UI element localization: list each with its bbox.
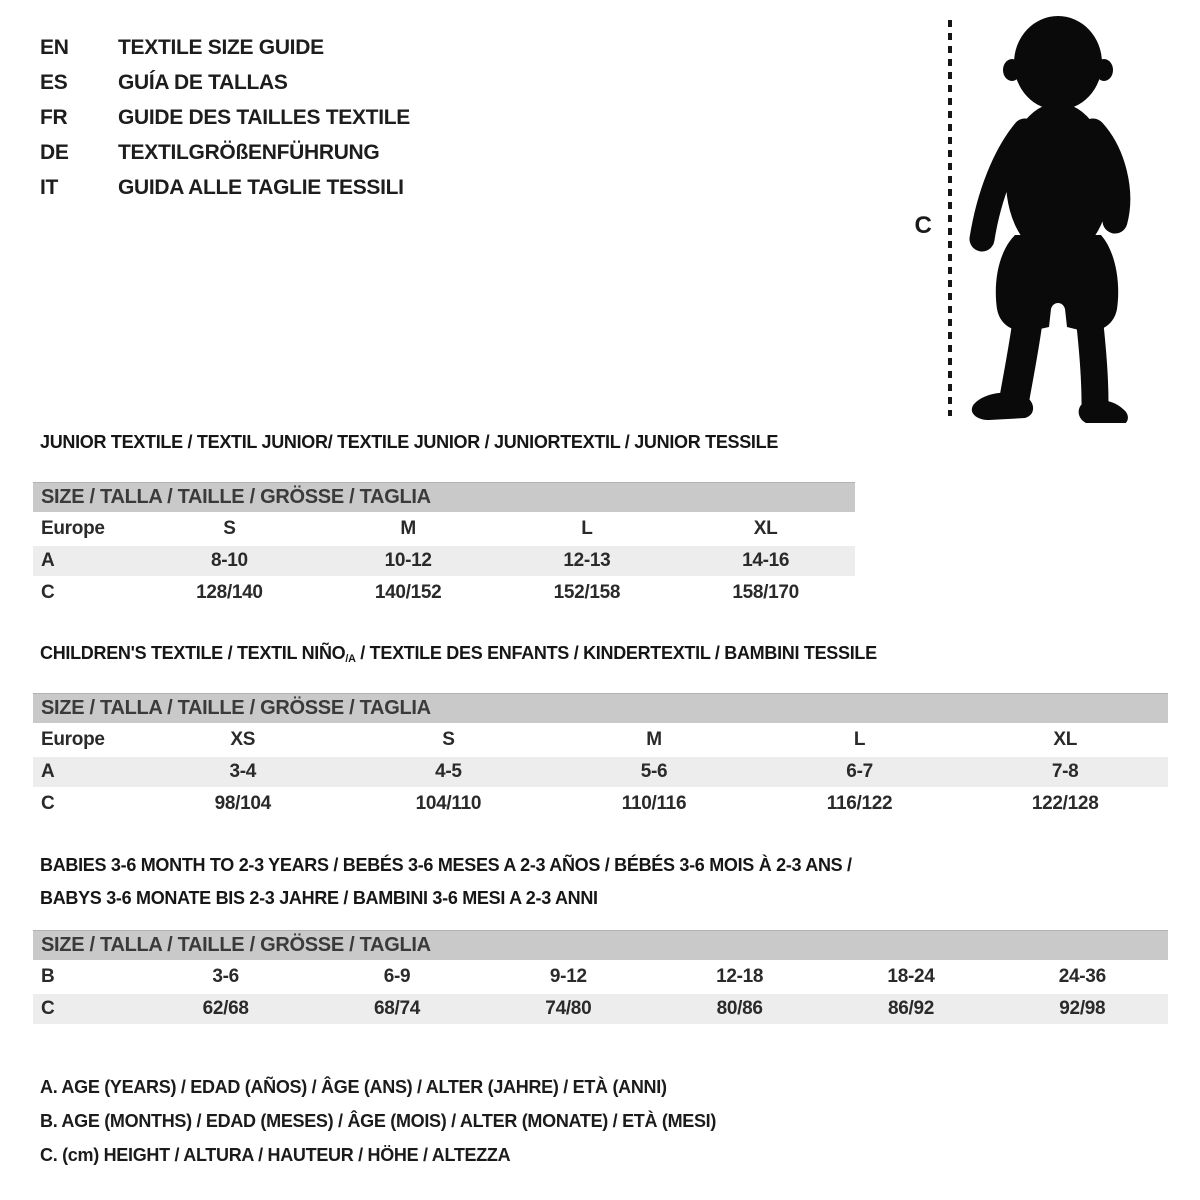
row-label: A bbox=[41, 550, 55, 571]
lang-title: TEXTILGRÖßENFÜHRUNG bbox=[118, 140, 380, 164]
title-text: CHILDREN'S TEXTILE / TEXTIL NIÑO bbox=[40, 643, 346, 663]
table-cell: 140/152 bbox=[374, 582, 442, 603]
lang-title: GUIDA ALLE TAGLIE TESSILI bbox=[118, 175, 404, 199]
measure-legend bbox=[40, 1070, 716, 1172]
table-row bbox=[33, 994, 1168, 1024]
table-row bbox=[33, 757, 1168, 787]
section-children-textile bbox=[33, 641, 1168, 819]
table-row bbox=[33, 514, 855, 544]
junior-size-table bbox=[33, 514, 855, 608]
lang-row-fr bbox=[40, 100, 410, 135]
table-row bbox=[33, 546, 855, 576]
section-babies-textile bbox=[33, 849, 1168, 1024]
section-junior-textile bbox=[33, 430, 855, 608]
table-cell: 92/98 bbox=[1059, 998, 1106, 1019]
table-cell: 3-6 bbox=[212, 966, 239, 987]
table-cell: 12-18 bbox=[716, 966, 764, 987]
table-cell: 104/110 bbox=[415, 793, 482, 814]
table-cell: 152/158 bbox=[553, 582, 621, 603]
table-row bbox=[33, 789, 1168, 819]
lang-row-de bbox=[40, 135, 410, 170]
lang-row-it bbox=[40, 170, 410, 205]
table-cell: 110/116 bbox=[621, 793, 687, 814]
title-subscript: /A bbox=[345, 652, 356, 665]
row-label: B bbox=[41, 966, 55, 987]
lang-row-es bbox=[40, 65, 410, 100]
lang-code: ES bbox=[40, 70, 68, 94]
table-cell: 62/68 bbox=[202, 998, 249, 1019]
size-header-bar: SIZE / TALLA / TAILLE / GRÖSSE / TAGLIA bbox=[33, 482, 855, 512]
table-row bbox=[33, 962, 1168, 992]
table-cell: XL bbox=[753, 518, 778, 539]
lang-code: FR bbox=[40, 105, 68, 129]
legend-line-b: B. AGE (MONTHS) / EDAD (MESES) / ÂGE (MOIS) / ALTER (MONATE) / ETÀ (MESI) bbox=[40, 1111, 717, 1131]
table-cell: 74/80 bbox=[545, 998, 592, 1019]
section-title bbox=[33, 641, 1168, 668]
height-measure-figure bbox=[900, 0, 1190, 430]
lang-row-en bbox=[40, 30, 410, 65]
table-cell: 158/170 bbox=[732, 582, 799, 603]
table-cell: 18-24 bbox=[887, 966, 935, 987]
lang-title: GUIDE DES TAILLES TEXTILE bbox=[118, 105, 410, 129]
row-label: A bbox=[41, 761, 55, 782]
lang-title: TEXTILE SIZE GUIDE bbox=[118, 35, 324, 59]
lang-code: DE bbox=[40, 140, 69, 164]
lang-code: EN bbox=[40, 35, 69, 59]
height-dashed-line bbox=[948, 20, 952, 416]
title-line-2: BABYS 3-6 MONATE BIS 2-3 JAHRE / BAMBINI 3-6 MESI A 2-3 ANNI bbox=[40, 888, 598, 908]
section-title bbox=[33, 849, 1168, 915]
row-label: C bbox=[41, 793, 55, 814]
size-header-bar: SIZE / TALLA / TAILLE / GRÖSSE / TAGLIA bbox=[33, 693, 1168, 723]
table-cell: 80/86 bbox=[716, 998, 763, 1019]
toddler-silhouette-icon bbox=[963, 13, 1143, 423]
table-cell: XS bbox=[230, 729, 256, 750]
table-cell: 24-36 bbox=[1058, 966, 1106, 987]
table-row bbox=[33, 578, 855, 608]
table-cell: 116/122 bbox=[826, 793, 893, 814]
table-cell: 7-8 bbox=[1051, 761, 1079, 782]
table-cell: M bbox=[400, 518, 416, 539]
table-cell: 122/128 bbox=[1031, 793, 1099, 814]
table-cell: 3-4 bbox=[229, 761, 257, 782]
legend-line-a: A. AGE (YEARS) / EDAD (AÑOS) / ÂGE (ANS) / ALTER (JAHRE) / ETÀ (ANNI) bbox=[40, 1077, 667, 1097]
table-cell: 6-9 bbox=[383, 966, 411, 987]
size-header-bar: SIZE / TALLA / TAILLE / GRÖSSE / TAGLIA bbox=[33, 930, 1168, 960]
table-cell: 98/104 bbox=[214, 793, 271, 814]
table-cell: 68/74 bbox=[373, 998, 421, 1019]
row-label: C bbox=[41, 998, 55, 1019]
table-cell: XL bbox=[1053, 729, 1078, 750]
table-row bbox=[33, 725, 1168, 755]
table-cell: S bbox=[223, 518, 236, 539]
table-cell: 12-13 bbox=[563, 550, 611, 571]
table-cell: L bbox=[853, 729, 866, 750]
table-cell: 6-7 bbox=[846, 761, 873, 782]
height-measure-label: C bbox=[914, 212, 932, 239]
table-cell: 128/140 bbox=[196, 582, 263, 603]
table-cell: 86/92 bbox=[887, 998, 934, 1019]
language-title-list bbox=[40, 30, 410, 205]
legend-line-c: C. (cm) HEIGHT / ALTURA / HAUTEUR / HÖHE / ALTEZZA bbox=[40, 1145, 511, 1165]
row-label: Europe bbox=[41, 518, 105, 539]
row-label: C bbox=[41, 582, 55, 603]
lang-title: GUÍA DE TALLAS bbox=[118, 70, 288, 94]
table-cell: 10-12 bbox=[384, 550, 432, 571]
table-cell: 5-6 bbox=[640, 761, 668, 782]
table-cell: 8-10 bbox=[210, 550, 248, 571]
row-label: Europe bbox=[41, 729, 105, 750]
table-cell: 4-5 bbox=[435, 761, 462, 782]
table-cell: 14-16 bbox=[742, 550, 790, 571]
table-cell: L bbox=[581, 518, 593, 539]
babies-size-table bbox=[33, 962, 1168, 1024]
table-cell: S bbox=[442, 729, 455, 750]
lang-code: IT bbox=[40, 175, 59, 199]
title-text: / TEXTILE DES ENFANTS / KINDERTEXTIL / BAMBINI TESSILE bbox=[355, 643, 877, 663]
table-cell: 9-12 bbox=[549, 966, 587, 987]
section-title: JUNIOR TEXTILE / TEXTIL JUNIOR/ TEXTILE JUNIOR / JUNIORTEXTIL / JUNIOR TESSILE bbox=[40, 432, 779, 452]
title-line-1: BABIES 3-6 MONTH TO 2-3 YEARS / BEBÉS 3-6 MESES A 2-3 AÑOS / BÉBÉS 3-6 MOIS À 2-3 ANS / bbox=[40, 855, 852, 875]
table-cell: M bbox=[646, 729, 662, 750]
children-size-table bbox=[33, 725, 1168, 819]
